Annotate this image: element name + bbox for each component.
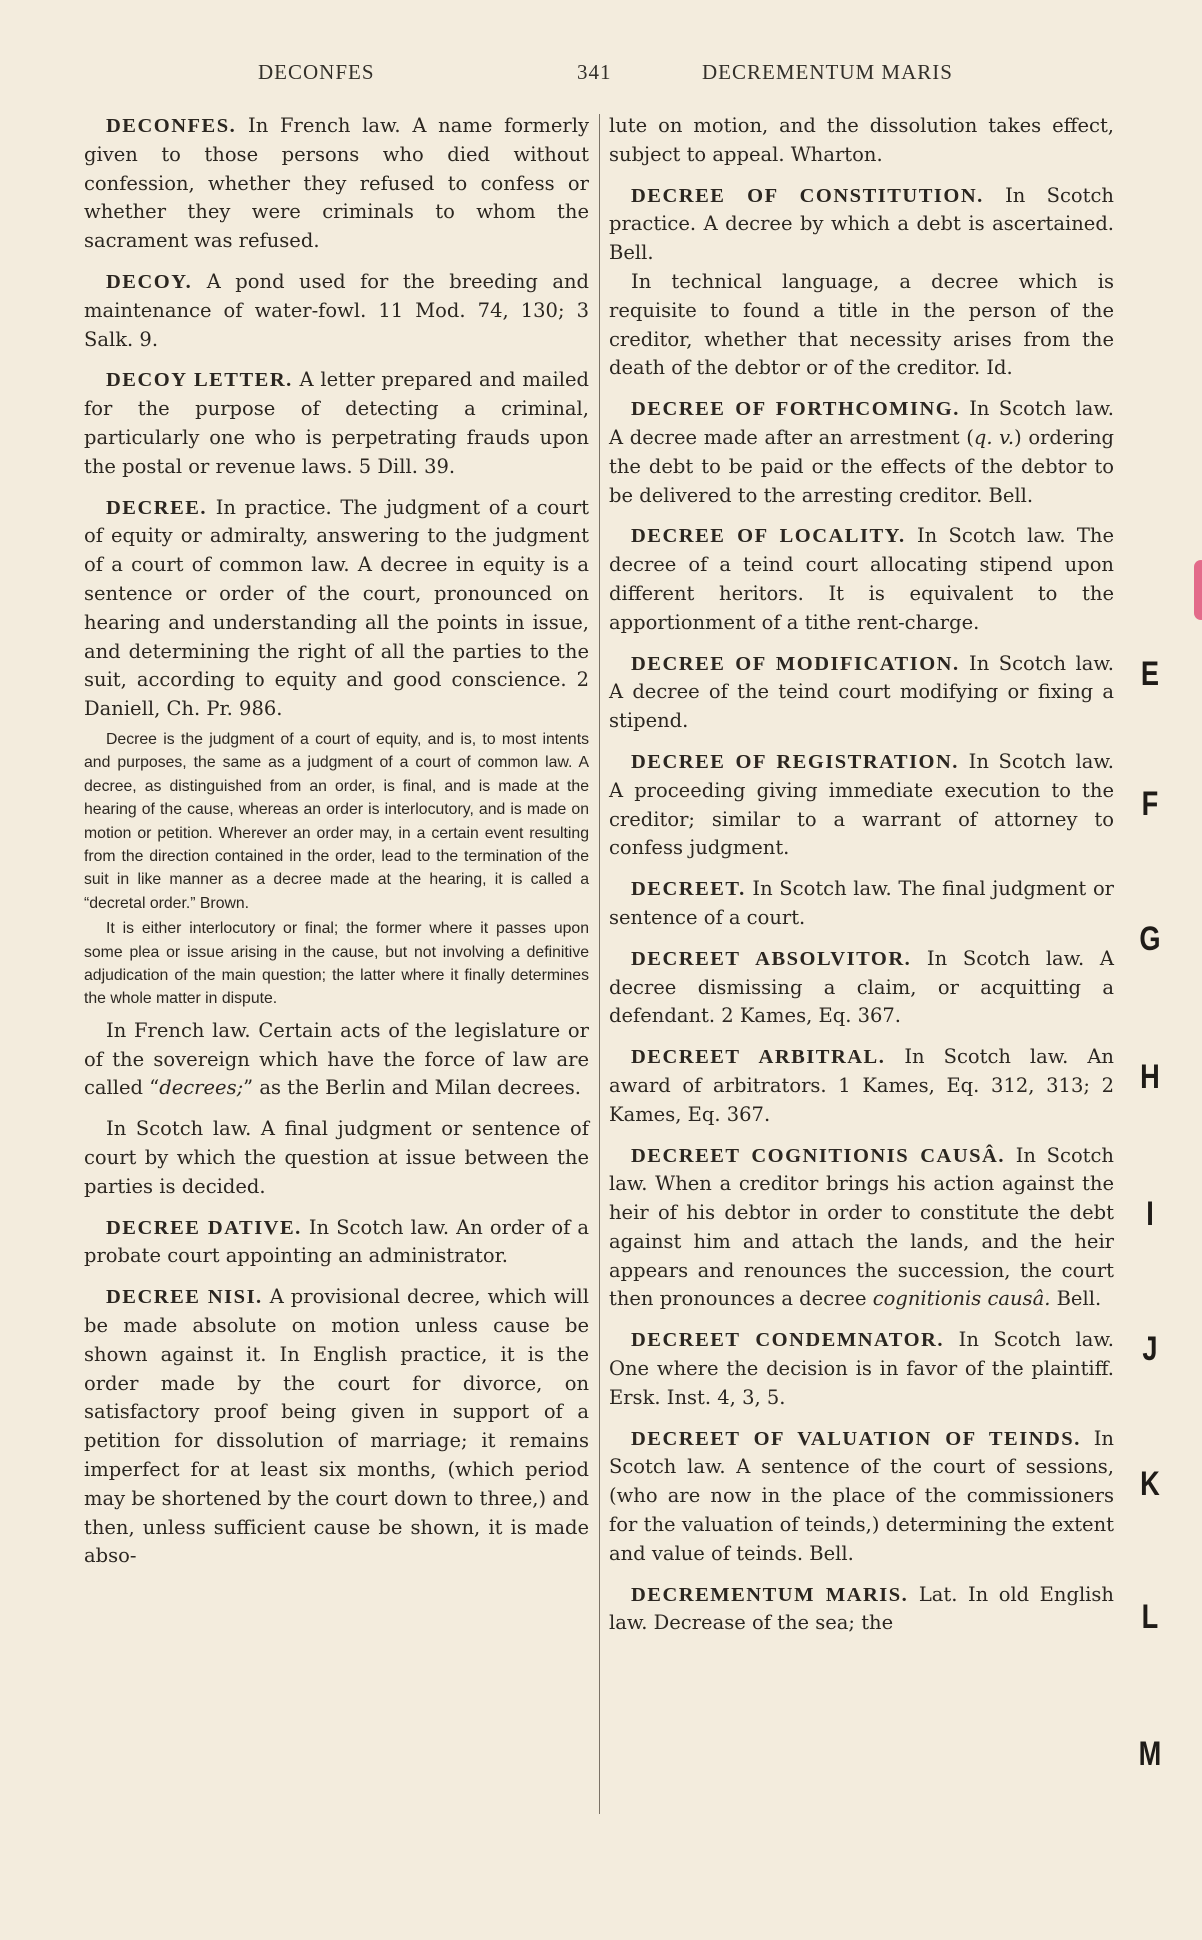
entry-definition-end: ) ordering the debt to be paid or the effects of the debtor to be delivered to the arresting creditor. Bell. bbox=[609, 425, 1115, 507]
entry-term: DECOY. bbox=[106, 270, 193, 293]
entry-definition: In Scotch law. The decree of a teind court allocating stipend upon different heritors. It is equivalent to the apportionment of a tithe rent-charge. bbox=[609, 524, 1114, 634]
page-number: 341 bbox=[577, 60, 612, 84]
entry-term: DECREE OF LOCALITY. bbox=[631, 525, 906, 548]
entry-decoy bbox=[84, 268, 589, 354]
column-divider bbox=[599, 114, 600, 1814]
entry-term: DECONFES. bbox=[106, 115, 237, 137]
entry-decreet-arbitral bbox=[609, 1043, 1114, 1129]
entry-definition: A pond used for the breeding and maintenance of water-fowl. 11 Mod. 74, 130; 3 Salk. 9. bbox=[84, 269, 589, 351]
entry-term: DECREET ABSOLVITOR. bbox=[631, 947, 912, 970]
entry-decrementum-maris bbox=[609, 1581, 1114, 1639]
header-right-guide-word: DECREMENTUM MARIS bbox=[702, 60, 953, 84]
decree-scotch-law: In Scotch law. A final judgment or sentence of court by which the question at issue between the parties is decided. bbox=[84, 1117, 589, 1198]
entry-term: DECREE OF FORTHCOMING. bbox=[631, 398, 960, 421]
entry-term: DECREMENTUM MARIS. bbox=[631, 1583, 909, 1606]
french-law-text-end: ” as the Berlin and Milan decrees. bbox=[243, 1076, 581, 1100]
decree-note-2: It is either interlocutory or final; the former where it passes upon some plea or issue arising in the cause, but not involving a definitive adjudication of the main question; the latter where it finally determines the whole matter in dispute. bbox=[84, 920, 589, 1008]
entry-term: DECREE OF REGISTRATION. bbox=[631, 750, 959, 773]
entry-definition: In Scotch law. A decree dismissing a claim, or acquitting a defendant. 2 Kames, Eq. 367. bbox=[609, 946, 1114, 1028]
entry-definition: In Scotch law. A sentence of the court of sessions, (who are now in the place of the commissioners for the valuation of teinds,) determining the extent and value of teinds. Bell. bbox=[609, 1426, 1114, 1565]
entry-decree-of-locality bbox=[609, 522, 1114, 637]
entry-term: DECOY LETTER. bbox=[106, 369, 293, 392]
entry-decree bbox=[84, 494, 589, 724]
thumb-tab-i[interactable]: I bbox=[1146, 1195, 1154, 1233]
entry-definition-italic: q. v. bbox=[973, 425, 1015, 449]
entry-term: DECREE NISI. bbox=[106, 1286, 263, 1309]
entry-decree-of-modification bbox=[609, 650, 1114, 736]
decree-note-1: Decree is the judgment of a court of equity, and is, to most intents and purposes, the same as a judgment of a court of common law. A decree, as distinguished from an order, is final, and is made at the hearing of the cause, whereas an order is interlocutory, and is made on motion or petition. Wherever an order may, in a certain event resulting from the direction contained in the order, lead to the termination of the suit in like manner as a decree made at the hearing, it is called a “decretal order.” Brown. bbox=[84, 730, 589, 912]
french-law-text: In French law. Certain acts of the legislature or of the sovereign which have the force of law are called “ bbox=[84, 1018, 589, 1100]
entry-decree-nisi bbox=[84, 1283, 589, 1571]
entry-definition: A letter prepared and mailed for the purpose of detecting a criminal, particularly one who is perpetrating frauds upon the postal or revenue laws. 5 Dill. 39. bbox=[84, 368, 589, 478]
thumb-tab-j[interactable]: J bbox=[1142, 1330, 1158, 1368]
entry-term: DECREET ARBITRAL. bbox=[631, 1046, 886, 1069]
entry-definition-italic: cognitionis causâ. bbox=[872, 1287, 1051, 1311]
entry-decreet-absolvitor bbox=[609, 945, 1114, 1031]
entry-definition: In Scotch law. A proceeding giving immediate execution to the creditor; similar to a warrant of attorney to confess judgment. bbox=[609, 749, 1114, 860]
entry-decreet bbox=[609, 875, 1114, 933]
entry-definition: In Scotch law. An order of a probate court appointing an administrator. bbox=[84, 1215, 589, 1268]
decree-french-law bbox=[84, 1017, 589, 1103]
entry-decreet-of-valuation-of-teinds bbox=[609, 1425, 1114, 1569]
entry-term: DECREE DATIVE. bbox=[106, 1216, 302, 1239]
entry-definition: Lat. In old English law. Decrease of the sea; the bbox=[609, 1582, 1114, 1635]
entry-definition: A provisional decree, which will be made absolute on motion unless cause be shown against it. In English practice, it is the order made by the court for divorce, on satisfactory proof being given in support of a petition for dissolution of marriage; it remains imperfect for at least six months, (which period may be shortened by the court down to three,) and then, unless sufficient cause be shown, it is made abso- bbox=[84, 1285, 589, 1568]
entry-definition: In Scotch law. A decree of the teind court modifying or fixing a stipend. bbox=[609, 651, 1114, 733]
left-column bbox=[84, 112, 589, 1583]
entry-continuation: lute on motion, and the dissolution takes effect, subject to appeal. Wharton. bbox=[609, 114, 1114, 166]
entry-definition: In practice. The judgment of a court of equity or admiralty, answering to the judgment of a court of common law. A decree in equity is a sentence or order of the court, pronounced on hearing and understanding all the points in issue, and determining the right of all the parties to the suit, according to equity and good conscience. 2 Daniell, Ch. Pr. 986. bbox=[84, 495, 589, 721]
entry-definition: In Scotch practice. A decree by which a debt is ascertained. Bell. bbox=[609, 183, 1114, 265]
entry-decree-dative bbox=[84, 1214, 589, 1272]
decree-of-constitution-para-2: In technical language, a decree which is requisite to found a title in the person of the creditor, whether that necessity arises from the death of the debtor or of the creditor. Id. bbox=[609, 269, 1114, 380]
entry-deconfes bbox=[84, 112, 589, 256]
thumb-tab-k[interactable]: K bbox=[1140, 1465, 1160, 1503]
entry-term: DECREET COGNITIONIS CAUSÂ. bbox=[631, 1144, 1005, 1167]
entry-definition-end: Bell. bbox=[1050, 1287, 1102, 1311]
entry-definition: In French law. A name formerly given to those persons who died without confession, whether they refused to confess or whether they were criminals to whom the sacrament was refused. bbox=[84, 114, 589, 253]
thumb-tab-g[interactable]: G bbox=[1139, 920, 1161, 958]
thumb-tab-m[interactable]: M bbox=[1138, 1735, 1162, 1773]
entry-definition: In Scotch law. When a creditor brings his action against the heir of his debtor in order to constitute the debt against him and attach the lands, and the heir appears and renounces the succession, the court then pronounces a decree bbox=[609, 1143, 1114, 1311]
page-edge-mark bbox=[1194, 560, 1202, 620]
entry-decree-of-constitution bbox=[609, 182, 1114, 268]
entry-definition: In Scotch law. One where the decision is in favor of the plaintiff. Ersk. Inst. 4, 3, 5. bbox=[609, 1328, 1114, 1409]
thumb-tab-e[interactable]: E bbox=[1140, 655, 1160, 693]
entry-definition: In Scotch law. An award of arbitrators. 1 Kames, Eq. 312, 313; 2 Kames, Eq. 367. bbox=[609, 1045, 1114, 1126]
entry-definition: In Scotch law. The final judgment or sentence of a court. bbox=[609, 877, 1114, 929]
thumb-tab-f[interactable]: F bbox=[1141, 785, 1159, 823]
entry-term: DECREE OF CONSTITUTION. bbox=[631, 184, 984, 207]
entry-term: DECREE OF MODIFICATION. bbox=[631, 652, 960, 675]
entry-definition: In Scotch law. A decree made after an arrestment ( bbox=[609, 397, 1114, 449]
entry-decree-of-forthcoming bbox=[609, 395, 1114, 510]
french-law-italic: decrees; bbox=[159, 1076, 244, 1100]
entry-decreet-cognitionis-causa bbox=[609, 1142, 1114, 1315]
thumb-tab-l[interactable]: L bbox=[1141, 1598, 1159, 1636]
entry-decree-of-registration bbox=[609, 748, 1114, 863]
entry-decreet-condemnator bbox=[609, 1326, 1114, 1412]
thumb-tab-h[interactable]: H bbox=[1140, 1058, 1160, 1096]
header-left-guide-word: DECONFES bbox=[258, 60, 375, 84]
entry-term: DECREE. bbox=[106, 496, 208, 519]
thumb-index bbox=[1132, 0, 1172, 1940]
running-head bbox=[90, 60, 1020, 90]
entry-term: DECREET OF VALUATION OF TEINDS. bbox=[631, 1427, 1081, 1450]
entry-term: DECREET CONDEMNATOR. bbox=[631, 1329, 944, 1352]
right-column bbox=[609, 112, 1114, 1650]
entry-decoy-letter bbox=[84, 366, 589, 481]
entry-term: DECREET. bbox=[631, 878, 746, 901]
